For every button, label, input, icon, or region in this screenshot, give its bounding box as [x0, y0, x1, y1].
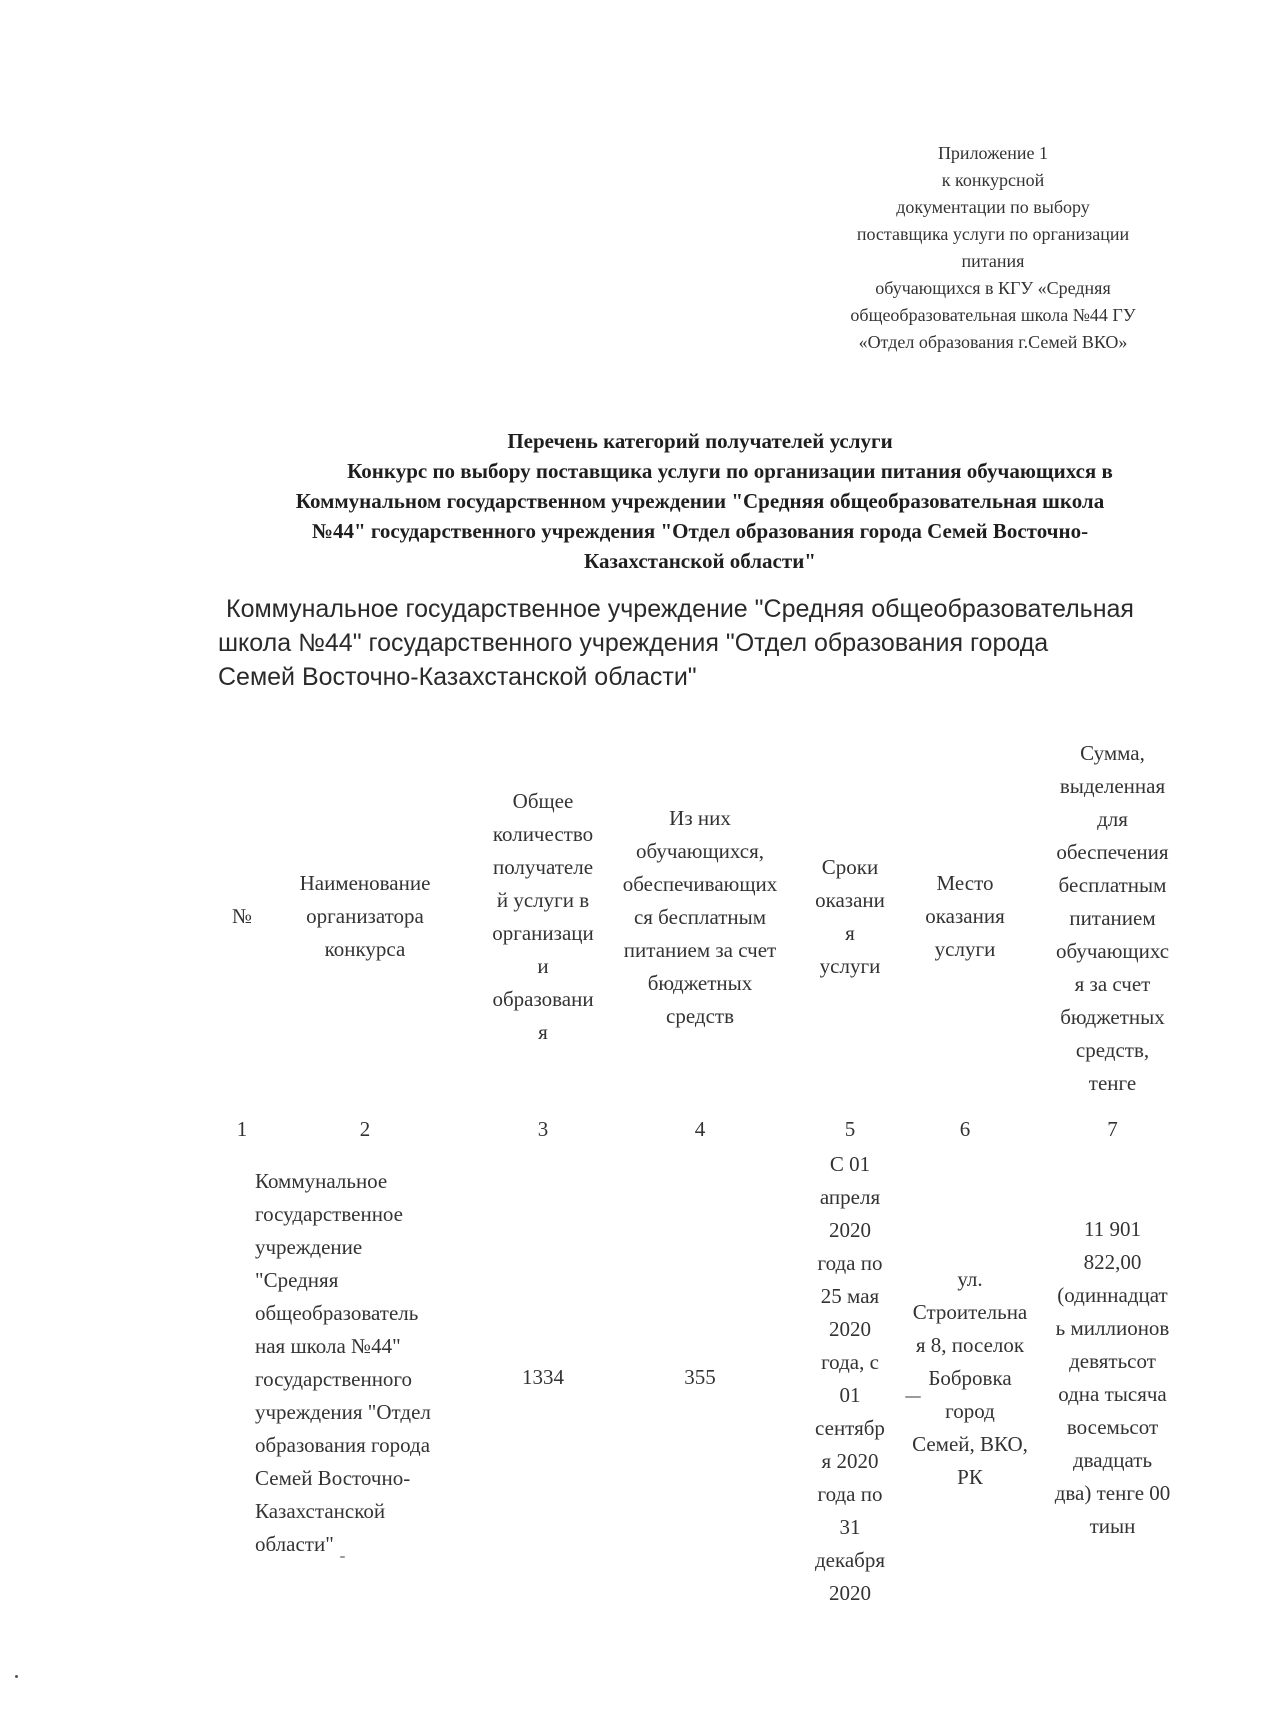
header-line: обучающихс: [1055, 939, 1170, 963]
header-line: №: [231, 904, 253, 928]
header-line: ся бесплатным: [633, 905, 767, 929]
scan-speck: [15, 1675, 18, 1678]
header-line: бюджетных: [1060, 1005, 1165, 1029]
amount-line: 11 901: [1084, 1217, 1141, 1241]
appendix-line: Приложение 1: [937, 143, 1049, 163]
header-line: образовани: [492, 987, 594, 1011]
header-line: услуги: [819, 954, 881, 978]
header-line: обеспечения: [1056, 840, 1169, 864]
header-line: бесплатным: [1058, 873, 1167, 897]
header-line: Наименование: [299, 871, 431, 895]
appendix-line: питания: [961, 251, 1025, 271]
period-line: апреля: [819, 1185, 881, 1209]
appendix-line: к конкурсной: [941, 170, 1045, 190]
header-line: выделенная: [1059, 774, 1166, 798]
subtitle-line: школа №44" государственного учреждения "Отдел образования города: [218, 629, 1049, 657]
header-line: обучающихся,: [636, 839, 764, 863]
header-line: для: [1097, 807, 1128, 831]
period-line: сентябр: [815, 1416, 885, 1440]
period-line: декабря: [814, 1548, 886, 1572]
title-line: №44" государственного учреждения "Отдел образования города Семей Восточно-: [311, 519, 1089, 543]
header-line: тенге: [1088, 1071, 1137, 1095]
header-line: й услуги в: [496, 888, 590, 912]
place-line: РК: [957, 1465, 983, 1489]
organizer-line: "Средняя: [255, 1268, 339, 1292]
appendix-line: документации по выбору: [896, 197, 1090, 217]
period-line: года по: [817, 1482, 883, 1506]
period-line: года, с: [821, 1350, 879, 1374]
scan-mark: [340, 1556, 345, 1558]
header-line: организатора: [306, 904, 424, 928]
header-line: услуги: [934, 937, 996, 961]
period-line: 2020: [829, 1317, 871, 1341]
subtitle-line: Коммунальное государственное учреждение "Средняя общеобразовательная: [226, 595, 1134, 623]
amount-line: ь миллионов: [1055, 1316, 1170, 1340]
period-line: 31: [839, 1515, 861, 1539]
amount-line: восемьсот: [1066, 1415, 1159, 1439]
header-line: организаци: [492, 921, 594, 945]
organizer-line: области": [255, 1532, 334, 1556]
column-number: 6: [959, 1117, 971, 1141]
header-line: я: [538, 1020, 548, 1044]
organizer-line: Коммунальное: [255, 1169, 388, 1193]
header-line: оказания: [925, 904, 1005, 928]
header-line: Из них: [669, 806, 731, 830]
header-line: Место: [936, 871, 994, 895]
column-number: 1: [236, 1117, 248, 1141]
header-line: получателе: [492, 855, 594, 879]
title-line: Казахстанской области": [584, 549, 816, 573]
document-title: [200, 426, 1200, 576]
header-line: питанием за счет: [623, 938, 777, 962]
amount-line: два) тенге 00: [1054, 1481, 1171, 1505]
header-service-place: [900, 867, 1030, 966]
organizer-line: государственного: [255, 1367, 413, 1391]
place-line: Семей, ВКО,: [912, 1432, 1028, 1456]
place-line: ул.: [957, 1267, 983, 1291]
subtitle-line: Семей Восточно-Казахстанской области": [218, 663, 697, 691]
header-line: количество: [492, 822, 594, 846]
cell-total-recipients: 1334: [522, 1365, 564, 1389]
header-organizer: [270, 867, 460, 966]
column-number: 5: [844, 1117, 856, 1141]
period-line: 2020: [829, 1218, 871, 1242]
header-line: средств: [666, 1004, 734, 1028]
header-line: я: [845, 921, 855, 945]
header-line: конкурса: [324, 937, 406, 961]
scan-mark: [905, 1396, 921, 1398]
cell-amount: [1040, 1213, 1185, 1543]
header-line: Сроки: [821, 855, 879, 879]
header-service-period: [800, 851, 900, 983]
amount-line: тиын: [1089, 1514, 1136, 1538]
organizer-line: образования города: [255, 1433, 431, 1457]
appendix-line: обучающихся в КГУ «Средняя: [875, 278, 1111, 298]
header-total-recipients: [478, 785, 608, 1049]
organizer-line: государственное: [255, 1202, 404, 1226]
header-number: [222, 900, 262, 933]
header-line: обеспечивающих: [622, 872, 778, 896]
organizer-line: ная школа №44": [255, 1334, 401, 1358]
period-line: 2020: [829, 1581, 871, 1605]
cell-free-meals: 355: [684, 1365, 716, 1389]
title-line: Перечень категорий получателей услуги: [507, 429, 893, 453]
period-line: С 01: [829, 1152, 871, 1176]
period-line: 01: [839, 1383, 861, 1407]
amount-line: одна тысяча: [1058, 1382, 1167, 1406]
organizer-line: учреждение: [255, 1235, 363, 1259]
appendix-line: «Отдел образования г.Семей ВКО»: [858, 332, 1128, 352]
organization-subtitle: [218, 592, 1218, 694]
place-line: Бобровка: [928, 1366, 1012, 1390]
header-free-meals: [605, 802, 795, 1033]
title-line: Конкурс по выбору поставщика услуги по организации питания обучающихся в: [347, 459, 1113, 483]
place-line: я 8, поселок: [915, 1333, 1025, 1357]
appendix-line: поставщика услуги по организации: [856, 224, 1130, 244]
amount-line: (одиннадцат: [1057, 1283, 1168, 1307]
column-number: 7: [1107, 1117, 1118, 1141]
organizer-line: общеобразователь: [255, 1301, 419, 1325]
header-line: оказани: [815, 888, 885, 912]
header-line: я за счет: [1074, 972, 1151, 996]
organizer-line: Семей Восточно-: [255, 1466, 411, 1490]
period-line: я 2020: [821, 1449, 879, 1473]
header-amount: [1040, 737, 1185, 1100]
title-line: Коммунальном государственном учреждении "Средняя общеобразовательная школа: [295, 489, 1105, 513]
column-number: 4: [694, 1117, 706, 1141]
appendix-note: [808, 140, 1178, 356]
appendix-line: общеобразовательная школа №44 ГУ: [850, 305, 1136, 325]
organizer-line: учреждения "Отдел: [255, 1400, 431, 1424]
amount-line: двадцать: [1072, 1448, 1153, 1472]
period-line: 25 мая: [820, 1284, 880, 1308]
header-line: питанием: [1069, 906, 1156, 930]
column-number: 2: [359, 1117, 371, 1141]
organizer-line: Казахстанской: [255, 1499, 386, 1523]
amount-line: 822,00: [1083, 1250, 1142, 1274]
header-line: Сумма,: [1080, 741, 1145, 765]
period-line: года по: [817, 1251, 883, 1275]
header-line: Общее: [512, 789, 574, 813]
header-line: и: [537, 954, 549, 978]
header-line: бюджетных: [647, 971, 753, 995]
header-line: средств,: [1075, 1038, 1150, 1062]
cell-organizer: [255, 1165, 485, 1561]
amount-line: девятьсот: [1069, 1349, 1156, 1373]
place-line: город: [945, 1399, 995, 1423]
place-line: Строительна: [912, 1300, 1028, 1324]
column-number: 3: [537, 1117, 549, 1141]
cell-service-place: [900, 1263, 1040, 1494]
cell-service-period: [800, 1148, 900, 1610]
